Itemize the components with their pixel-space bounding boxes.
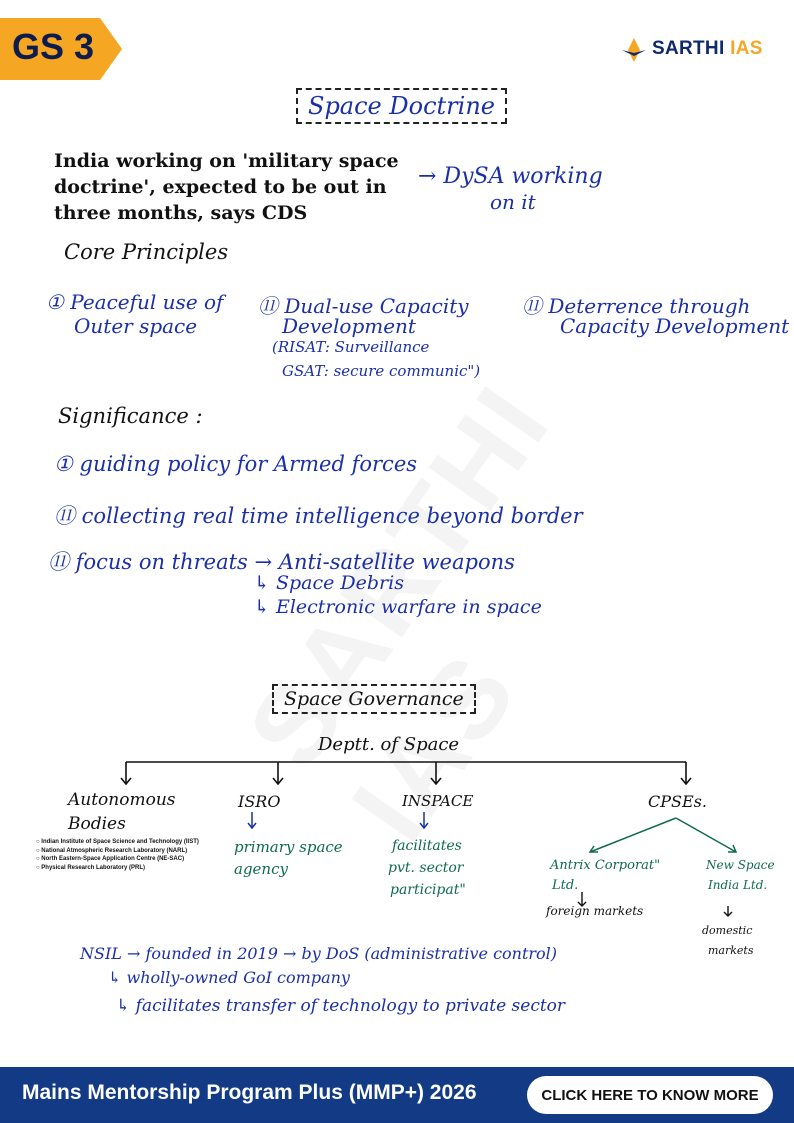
list-item: ○ National Atmospheric Research Laboratory (NARL)	[36, 847, 199, 856]
doctrine-title: Space Doctrine	[296, 88, 507, 124]
significance-2: ⑪ collecting real time intelligence beyond border	[54, 504, 583, 528]
list-item: ○ North Eastern-Space Application Centre (NE-SAC)	[36, 855, 199, 864]
autonomous-bodies-list	[36, 838, 199, 872]
inspace-desc-3: participat"	[390, 882, 466, 898]
branch-isro: ISRO	[238, 792, 281, 811]
headline-note-2: on it	[490, 190, 536, 214]
branch-autonomous-line1: Autonomous	[68, 790, 176, 810]
significance-1: ① guiding policy for Armed forces	[54, 452, 418, 476]
threat-space-debris: ↳ Space Debris	[254, 572, 404, 594]
nsil-line-3: ↳ facilitates transfer of technology to private sector	[116, 996, 566, 1016]
governance-root: Deptt. of Space	[318, 734, 460, 755]
nsil-cpse-sub-2: markets	[708, 944, 754, 957]
isro-desc-1: primary space	[234, 838, 343, 856]
gs-badge-label: GS 3	[12, 26, 95, 67]
footer-title: Mains Mentorship Program Plus (MMP+) 2026	[22, 1081, 477, 1104]
branch-cpses: CPSEs.	[648, 792, 707, 811]
nsil-line-2: ↳ wholly-owned GoI company	[108, 968, 350, 987]
principle-2-line3: (RISAT: Surveillance	[272, 338, 430, 356]
nsil-cpse-sub-1: domestic	[702, 924, 753, 937]
antrix-line2: Ltd.	[552, 878, 579, 893]
governance-title: Space Governance	[272, 684, 476, 714]
know-more-button[interactable]: CLICK HERE TO KNOW MORE	[527, 1076, 773, 1114]
core-principles-heading: Core Principles	[64, 240, 229, 264]
inspace-desc-2: pvt. sector	[388, 860, 464, 876]
logo-accent: IAS	[730, 38, 763, 59]
footer-banner	[0, 1067, 794, 1123]
nsil-cpse-line1: New Space	[706, 858, 775, 872]
principle-3-line1: ⑪ Deterrence through	[522, 294, 751, 318]
list-item: ○ Indian Institute of Space Science and Technology (IIST)	[36, 838, 199, 847]
branch-inspace: INSPACE	[402, 792, 474, 810]
principle-2-line1: ⑪ Dual-use Capacity	[258, 294, 469, 318]
logo-main: SARTHI	[652, 38, 725, 59]
principle-2-line4: GSAT: secure communic")	[282, 362, 481, 380]
antrix-line1: Antrix Corporat"	[550, 858, 661, 873]
threat-electronic-warfare: ↳ Electronic warfare in space	[254, 596, 542, 618]
significance-heading: Significance :	[58, 404, 203, 428]
inspace-desc-1: facilitates	[392, 838, 462, 854]
antrix-sub: foreign markets	[546, 904, 644, 918]
isro-desc-2: agency	[234, 860, 288, 878]
branch-autonomous-line2: Bodies	[68, 814, 126, 834]
news-headline: India working on 'military space doctrine', expected to be out in three months, says CDS	[54, 150, 399, 224]
list-item: ○ Physical Research Laboratory (PRL)	[36, 864, 199, 873]
principle-3-line2: Capacity Development	[560, 314, 790, 338]
nsil-cpse-line2: India Ltd.	[708, 878, 768, 892]
principle-1-line1: ① Peaceful use of	[46, 290, 224, 314]
principle-2-line2: Development	[282, 314, 416, 338]
significance-3: ⑪ focus on threats → Anti-satellite weapons	[48, 550, 515, 574]
nsil-line-1: NSIL → founded in 2019 → by DoS (administrative control)	[80, 944, 558, 963]
headline-note-1: → DySA working	[418, 164, 603, 189]
principle-1-line2: Outer space	[74, 314, 198, 338]
